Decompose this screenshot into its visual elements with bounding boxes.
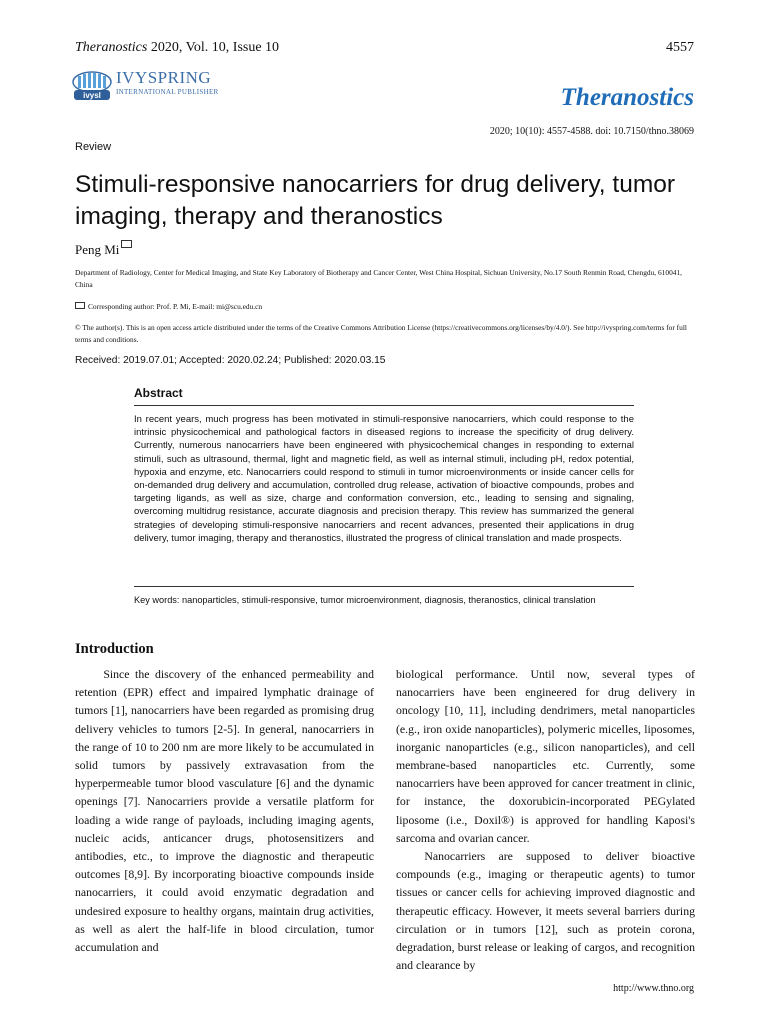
introduction-heading: Introduction [75, 641, 154, 657]
corresponding-author [75, 302, 695, 311]
publication-dates: Received: 2019.07.01; Accepted: 2020.02.24; Published: 2020.03.15 [75, 355, 386, 366]
page-number: 4557 [666, 40, 694, 55]
volume-info: 2020, Vol. 10, Issue 10 [150, 40, 280, 55]
author-line [75, 240, 132, 258]
running-head [75, 40, 694, 58]
svg-text:ivysl: ivysl [83, 91, 101, 100]
footer-url[interactable]: http://www.thno.org [613, 983, 694, 994]
author-name: Peng Mi [75, 242, 120, 257]
paragraph: Nanocarriers are supposed to deliver bioactive compounds (e.g., imaging or therapeutic agents) to tumor tissues or cancer cells for achieving improved diagnostic and therapeutic efficacy. However, it meets several barriers during circulation or in tumors [12], such as protein corona, degradation, burst release or leaking of cargos, and recognition and clearance by [396, 849, 695, 973]
license-statement: © The author(s). This is an open access article distributed under the terms of the Creative Commons Attribution License (https://creativecommons.org/licenses/by/4.0/). See http://ivyspring.com/terms for full terms and conditions. [75, 323, 687, 344]
paragraph: biological performance. Until now, several types of nanocarriers have been engineered for drug delivery in oncology [10, 11], including dendrimers, metal nanoparticles (e.g., iron oxide nanoparticles), polymeric micelles, liposomes, inorganic nanoparticles (e.g., silicon nanoparticles), and cell membrane-based nanoparticles etc. Currently, some nanocarriers have been approved for cancer treatment in clinic, for instance, the doxorubicin-incorporated PEGylated liposome (i.e., Doxil®) is approved for handling Kaposi's sarcoma and ovarian cancer. [396, 667, 695, 845]
article-type: Review [75, 141, 112, 153]
body-column-left [75, 665, 374, 956]
ivyspring-logo-icon [70, 70, 114, 104]
abstract-text: In recent years, much progress has been motivated in stimuli-responsive nanocarriers, which could response to the intrinsic physicochemical and pathological factors in diseased regions to increase the specificity of drug delivery. Currently, numerous nanocarriers have been engineered with physicochemical changes in responding to external stimuli, such as ultrasound, thermal, light and magnetic field, as well as internal stimuli, including pH, redox potential, hypoxia and enzyme, etc. Nanocarriers could respond to stimuli in tumor microenvironments or inside cancer cells for on-demanded drug delivery and accumulation, controlled drug release, activation of bioactive compounds, probes and targeting ligands, as well as size, charge and conformation conversion, etc., leading to sensing and signaling, overcoming multidrug resistance, accurate diagnosis and precision therapy. This review has summarized the general strategies of developing stimuli-responsive nanocarriers and recent advances, presented their applications in drug delivery, tumor imaging, therapy and theranostics, illustrated the progress of clinical translation and made prospects. [134, 414, 634, 544]
publisher-name: IVYSPRING [116, 68, 212, 87]
mail-icon [75, 302, 85, 309]
journal-logo: Theranostics [560, 84, 694, 111]
journal-name: Theranostics [75, 40, 148, 55]
publisher-subtitle: INTERNATIONAL PUBLISHER [116, 88, 219, 96]
corresponding-text: Corresponding author: Prof. P. Mi, E-mail: mi@scu.edu.cn [88, 302, 263, 311]
abstract-heading: Abstract [134, 386, 183, 400]
citation: 2020; 10(10): 4557-4588. doi: 10.7150/thno.38069 [489, 126, 694, 137]
journal-volume-line [75, 40, 279, 56]
mail-icon [121, 240, 132, 248]
publisher-logo [70, 68, 230, 104]
paragraph: Since the discovery of the enhanced permeability and retention (EPR) effect and impaired lymphatic drainage of tumors [1], nanocarriers have been regarded as promising drug delivery vehicles to tumors [2-5]. In general, nanocarriers in the range of 10 to 200 nm are more likely to be accumulated in solid tumors by passively extravasation from the hyperpermeable tumor blood vasculature [6] and the dynamic openings [7]. Nanocarriers provide a versatile platform for loading a wide range of payloads, including imaging agents, nucleic acids, anticancer drugs, photosensitizers and antibodies, etc., to improve the diagnostic and therapeutic outcomes [8,9]. By incorporating bioactive compounds inside nanocarriers, it could avoid enzymatic degradation and undesired exposure to healthy organs, maintain drug activities, as well as alert the half-life in blood circulation, tumor accumulation and [75, 667, 374, 955]
article-title: Stimuli-responsive nanocarriers for drug delivery, tumor imaging, therapy and theranostics [75, 171, 676, 230]
affiliation: Department of Radiology, Center for Medical Imaging, and State Key Laboratory of Biotherapy and Cancer Center, West China Hospital, Sichuan University, No.17 South Renmin Road, Chengdu, 610041, China [75, 268, 682, 289]
keywords: Key words: nanoparticles, stimuli-responsive, tumor microenvironment, diagnosis, theranostics, clinical translation [134, 595, 596, 605]
body-column-right [396, 665, 695, 974]
